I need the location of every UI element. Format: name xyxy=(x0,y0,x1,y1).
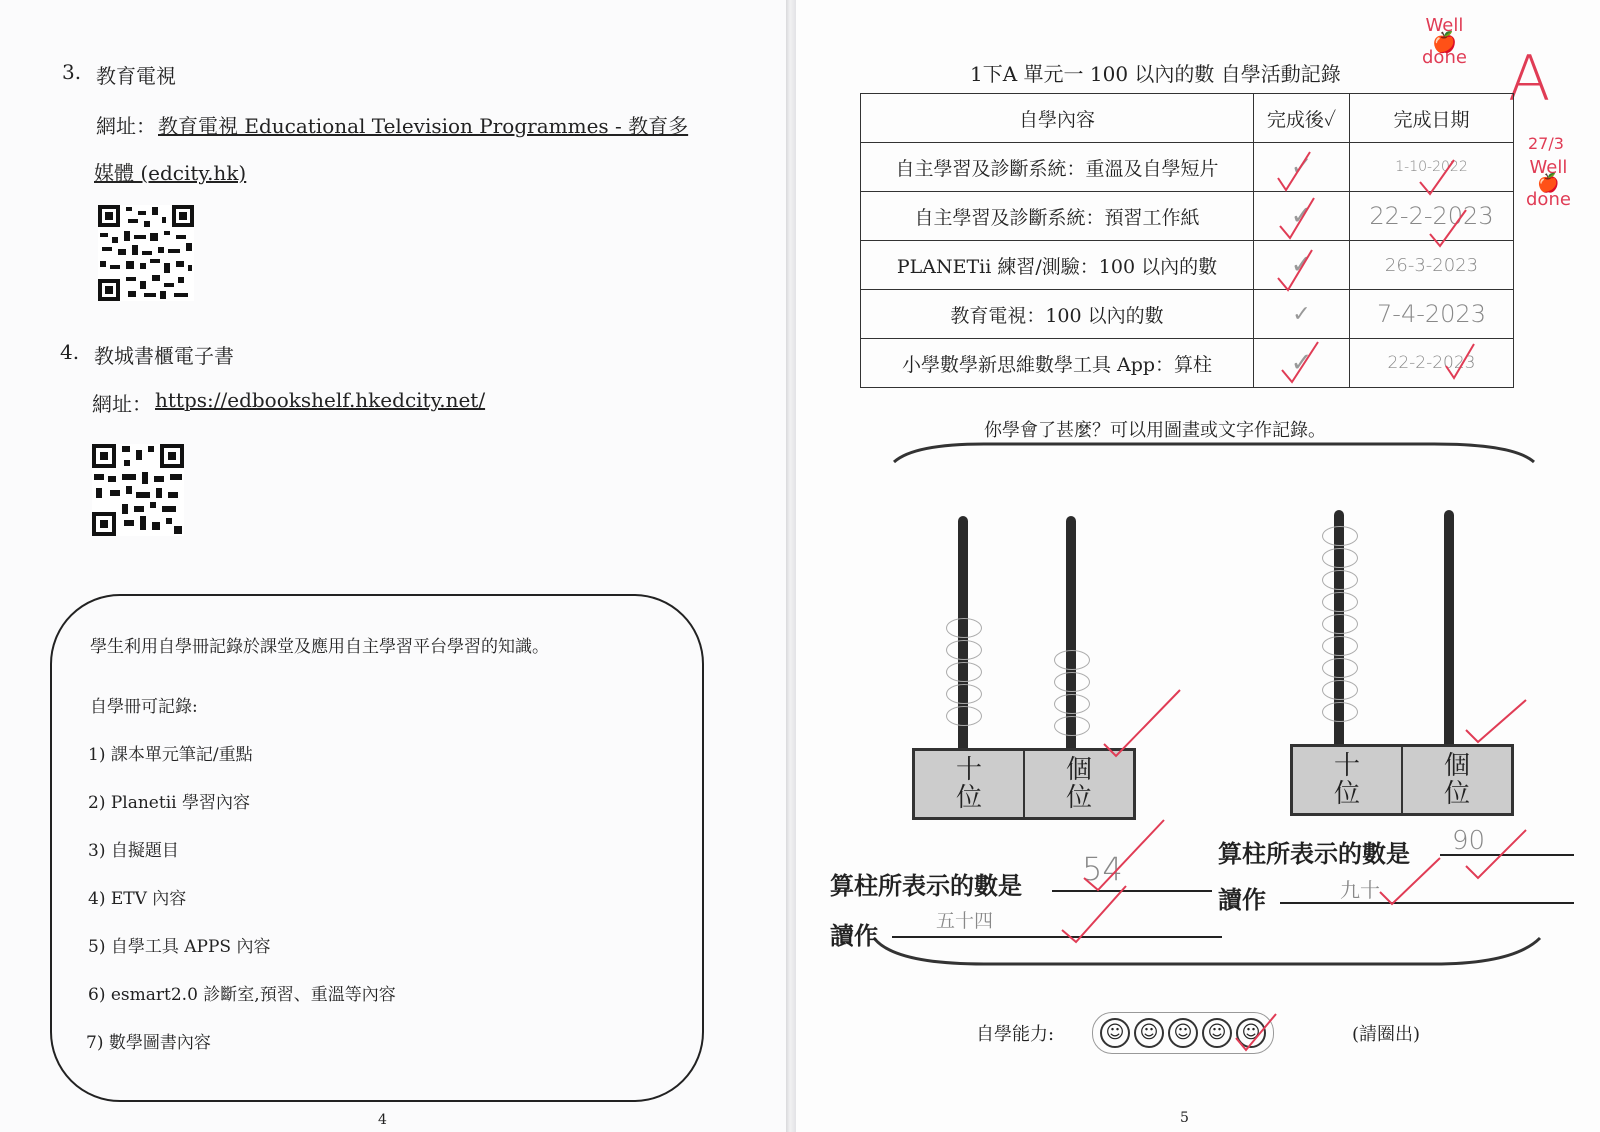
row-content: 小學數學新思維數學工具 App：算柱 xyxy=(861,339,1254,388)
abacus1-ones-bead xyxy=(1054,650,1090,670)
smiley-icon[interactable]: ☺ xyxy=(1168,1018,1198,1048)
abacus2-answer: 90 xyxy=(1452,826,1486,856)
notes-heading: 自學冊可記錄: xyxy=(90,697,198,717)
book-gutter xyxy=(786,0,796,1132)
row-date: 1-10-2022 xyxy=(1350,143,1514,192)
page-number-right: 5 xyxy=(1180,1110,1189,1126)
side-date-mark: 27/3 xyxy=(1528,134,1564,153)
abacus1-tens-bead xyxy=(946,640,982,660)
notes-item: 1) 課本單元筆記/重點 xyxy=(88,745,253,765)
header-content: 自學內容 xyxy=(861,94,1254,143)
notes-item: 6) esmart2.0 診斷室,預習、重溫等內容 xyxy=(88,985,396,1005)
row-content: PLANETii 練習/測驗：100 以內的數 xyxy=(861,241,1254,290)
abacus1-ones-label: 個 位 xyxy=(1024,750,1134,818)
item3-number: 3. xyxy=(62,60,82,84)
abacus2-ones-label: 個 位 xyxy=(1402,746,1512,814)
qr-code-edcity xyxy=(98,205,194,301)
abacus2-tens-bead xyxy=(1322,592,1358,612)
abacus2-read-label: 讀作 xyxy=(1218,886,1266,914)
notes-item: 3) 自擬題目 xyxy=(88,841,179,861)
row-date: 26-3-2023 xyxy=(1350,241,1514,290)
well-done-stamp: Well 🍎 done xyxy=(1422,15,1467,68)
item4-url-label: 網址： xyxy=(92,392,152,416)
teacher-check-marks xyxy=(1270,130,1500,400)
row-done-check: ✓ xyxy=(1254,290,1350,339)
abacus1-read-answer: 五十四 xyxy=(936,910,994,932)
item3-url-line2[interactable]: 媒體 (edcity.hk) xyxy=(94,161,247,185)
abacus1-read-label: 讀作 xyxy=(830,922,878,950)
abacus1-tens-bead xyxy=(946,618,982,638)
ability-hint: (請圈出) xyxy=(1352,1024,1421,1045)
notes-item: 5) 自學工具 APPS 內容 xyxy=(88,937,271,957)
notes-item: 7) 數學圖書內容 xyxy=(86,1033,211,1053)
abacus1-shows-label: 算柱所表示的數是 xyxy=(830,872,1022,900)
abacus1-answer: 54 xyxy=(1082,850,1123,888)
item4-url-link[interactable]: https://edbookshelf.hkedcity.net/ xyxy=(155,388,486,412)
header-done: 完成後✓ xyxy=(1254,94,1350,143)
abacus1-tens-bead xyxy=(946,662,982,682)
abacus2-tens-label: 十 位 xyxy=(1292,746,1402,814)
smiley-icon[interactable]: ☺ xyxy=(1202,1018,1232,1048)
row-done-check: ✓ xyxy=(1254,339,1350,388)
smiley-icon[interactable]: ☺ xyxy=(1100,1018,1130,1048)
page-number-left: 4 xyxy=(378,1112,387,1128)
abacus2-shows-label: 算柱所表示的數是 xyxy=(1218,840,1410,868)
grade-mark: A xyxy=(1508,42,1551,115)
row-date: 22-2-2023 xyxy=(1350,339,1514,388)
area-top-curve xyxy=(874,442,1544,466)
abacus2-tens-bead xyxy=(1322,526,1358,546)
item4-title: 教城書櫃電子書 xyxy=(94,344,234,368)
ability-check-mark xyxy=(1232,1010,1292,1060)
abacus2-read-answer: 九十 xyxy=(1340,878,1380,902)
abacus1-tens-bead xyxy=(946,706,982,726)
qr-code-edbookshelf xyxy=(92,444,184,536)
abacus2-tens-bead xyxy=(1322,614,1358,634)
header-date: 完成日期 xyxy=(1350,94,1514,143)
record-title: 1下A 單元一 100 以內的數 自學活動記錄 xyxy=(970,62,1341,86)
row-content: 自主學習及診斷系統：預習工作紙 xyxy=(861,192,1254,241)
teacher-answer-checks xyxy=(1060,686,1560,946)
row-done-check: ✓ xyxy=(1254,143,1350,192)
notes-item: 4) ETV 內容 xyxy=(88,889,187,909)
smiley-icon[interactable]: ☺ xyxy=(1134,1018,1164,1048)
abacus2-tens-bead xyxy=(1322,636,1358,656)
row-content: 自主學習及診斷系統：重溫及自學短片 xyxy=(861,143,1254,192)
learning-prompt: 你學會了甚麼？可以用圖畫或文字作記錄。 xyxy=(984,420,1326,441)
item3-url-label: 網址： xyxy=(96,114,156,138)
abacus2-tens-bead xyxy=(1322,570,1358,590)
notes-item: 2) Planetii 學習內容 xyxy=(88,793,250,813)
notes-intro: 學生利用自學冊記錄於課堂及應用自主學習平台學習的知識。 xyxy=(90,637,549,657)
item4-number: 4. xyxy=(60,340,80,364)
abacus1-tens-label: 十 位 xyxy=(914,750,1024,818)
row-done-check: ✓ xyxy=(1254,241,1350,290)
item3-url-line1[interactable]: 教育電視 Educational Television Programmes - 教育多 xyxy=(158,114,689,138)
row-content: 教育電視：100 以內的數 xyxy=(861,290,1254,339)
abacus2-tens-bead xyxy=(1322,548,1358,568)
abacus2-tens-bead xyxy=(1322,658,1358,678)
row-date: 22-2-2023 xyxy=(1350,192,1514,241)
ability-label: 自學能力: xyxy=(976,1024,1055,1045)
abacus1-tens-bead xyxy=(946,684,982,704)
row-date: 7-4-2023 xyxy=(1350,290,1514,339)
well-done-stamp-side: Well 🍎 done xyxy=(1526,157,1571,210)
row-done-check: ✓ xyxy=(1254,192,1350,241)
smiley-icon[interactable]: ☺ xyxy=(1236,1018,1266,1048)
item3-title: 教育電視 xyxy=(96,64,176,88)
